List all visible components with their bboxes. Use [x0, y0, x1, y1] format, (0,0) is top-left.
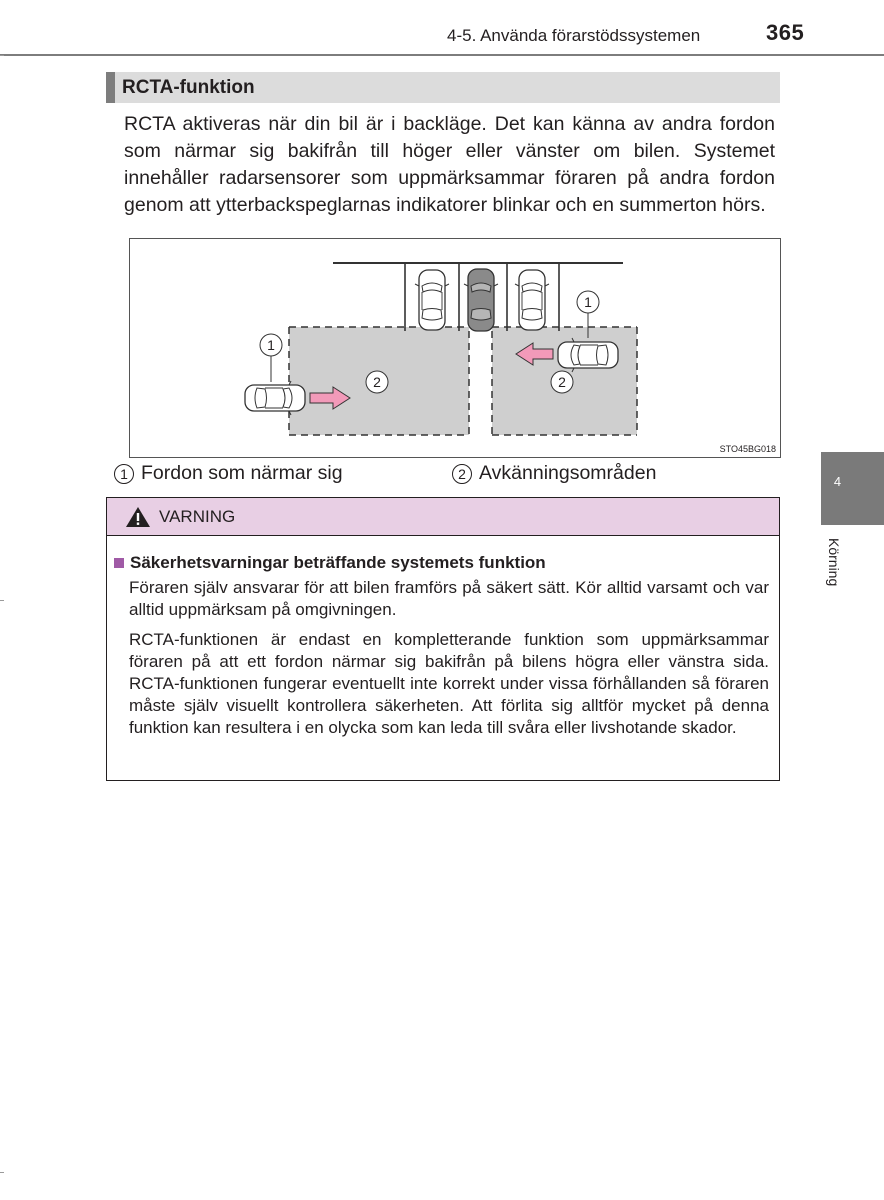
svg-text:1: 1 [584, 294, 592, 310]
legend-label: Fordon som närmar sig [141, 462, 343, 484]
crop-mark [0, 55, 4, 56]
approaching-car-left [245, 381, 305, 415]
legend-item-2 [452, 462, 656, 485]
chapter-tab [821, 452, 884, 525]
rcta-illustration [129, 238, 781, 458]
figure-code: STO45BG018 [719, 444, 776, 454]
warning-box [106, 497, 780, 781]
legend-label: Avkänningsområden [479, 462, 657, 484]
warning-title: VARNING [159, 507, 236, 526]
warning-triangle-icon [125, 506, 151, 528]
svg-text:1: 1 [267, 337, 275, 353]
section-title-bar [106, 72, 780, 103]
legend-number: 1 [114, 464, 134, 484]
header-rule [0, 54, 884, 56]
parked-car-right [515, 270, 549, 330]
callout-1-right [577, 291, 599, 313]
crop-mark [0, 600, 4, 601]
chapter-number: 4 [833, 474, 842, 489]
callout-1-left [260, 334, 282, 356]
warning-subheading-text: Säkerhetsvarningar beträffande systemets funktion [130, 553, 546, 572]
section-title-accent [106, 72, 115, 103]
legend-number: 2 [452, 464, 472, 484]
warning-subheading [114, 553, 546, 573]
callout-2-right [551, 371, 573, 393]
bullet-square-icon [114, 558, 124, 568]
callout-2-left [366, 371, 388, 393]
rcta-diagram [130, 239, 780, 457]
intro-paragraph: RCTA aktiveras när din bil är i backläge. Det kan känna av andra fordon som närmar sig bakifrån till höger eller vänster om bilen. Systemet innehåller radarsensorer som uppmärksammar föraren på andra fordon genom att ytterbackspeglarnas indikatorer blinkar och en summerton hörs. [124, 113, 775, 216]
own-car [464, 269, 498, 331]
svg-text:2: 2 [373, 374, 381, 390]
page-number: 365 [766, 20, 805, 45]
parked-car-left [415, 270, 449, 330]
crop-mark [0, 1172, 4, 1173]
legend-item-1 [114, 462, 343, 485]
warning-paragraph-2: RCTA-funktionen är endast en kompletterande funktion som uppmärksammar föraren på att ett fordon närmar sig bakifrån på bilens högra eller vänstra sida. RCTA-funktionen fungerar eventuellt inte korrekt under vissa förhållanden så föraren måste själv visuellt kontrollera säkerheten. Att förlita sig alltför mycket på denna funktion kan resultera i en olycka som kan leda till svåra eller livshotande skador. [129, 630, 769, 737]
warning-paragraph-1: Föraren själv ansvarar för att bilen framförs på säkert sätt. Kör alltid varsamt och var alltid uppmärksam på omgivningen. [129, 578, 769, 619]
section-title: RCTA-funktion [122, 77, 255, 98]
svg-text:2: 2 [558, 374, 566, 390]
approaching-car-right [558, 338, 618, 372]
running-header-section: 4-5. Använda förarstödssystemen [447, 26, 701, 45]
chapter-label: Körning [826, 538, 842, 587]
warning-header [107, 498, 779, 536]
